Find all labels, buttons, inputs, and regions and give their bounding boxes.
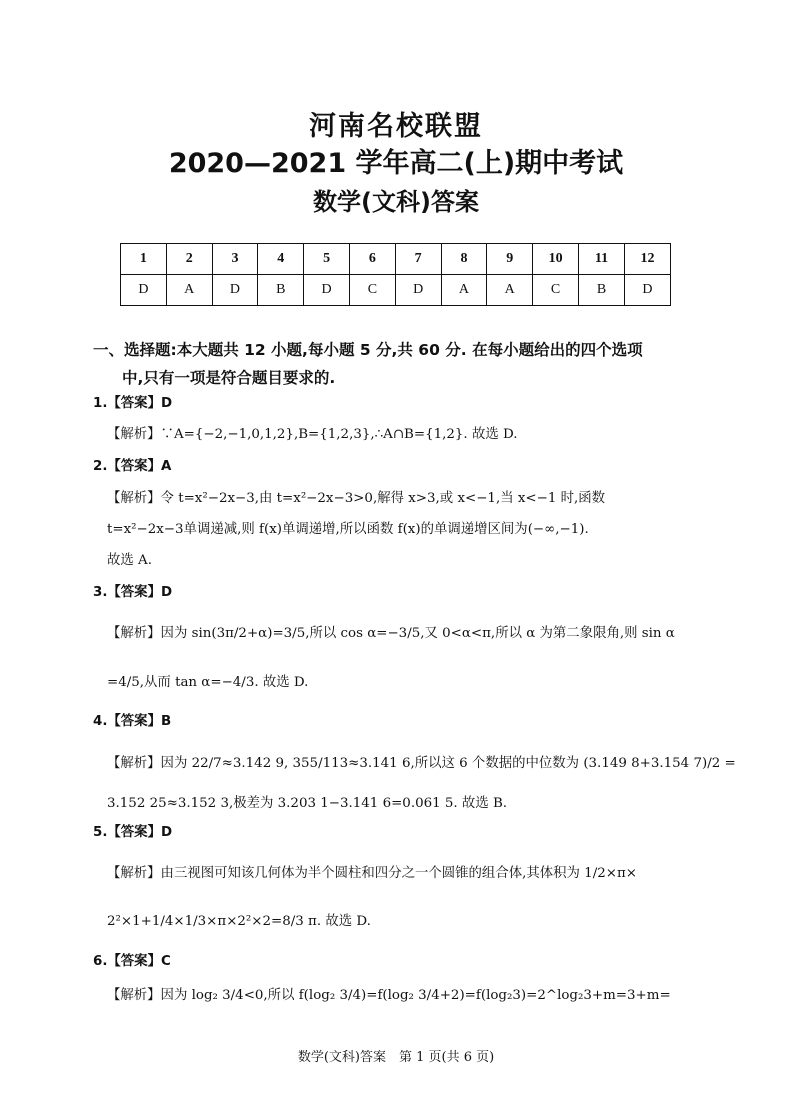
analysis-5-line2: 2²×1+1/4×1/3×π×2²×2=8/3 π. 故选 D. (107, 914, 371, 929)
answer-table (120, 243, 671, 306)
answer-table-number-cell: 2 (166, 244, 212, 275)
answer-table-answer-cell: D (212, 275, 258, 306)
answer-1: 1.【答案】D (93, 396, 173, 411)
answer-table-answer-cell: A (441, 275, 487, 306)
answer-table-number-cell: 4 (258, 244, 304, 275)
answer-table-number-cell: 12 (624, 244, 670, 275)
analysis-4-line1: 【解析】因为 22/7≈3.142 9, 355/113≈3.141 6,所以这 6 个数据的中位数为 (3.149 8+3.154 7)/2 = (107, 756, 736, 771)
answer-table-answer-cell: C (533, 275, 579, 306)
answer-table-number-cell: 11 (579, 244, 625, 275)
answer-3: 3.【答案】D (93, 585, 173, 600)
analysis-2-line1: 【解析】令 t=x²−2x−3,由 t=x²−2x−3>0,解得 x>3,或 x<−1,当 x<−1 时,函数 (107, 491, 606, 506)
answer-table-answer-row (121, 275, 671, 306)
analysis-2-line3: 故选 A. (107, 553, 152, 568)
answer-table-number-cell: 1 (121, 244, 167, 275)
title-exam: 2020—2021 学年高二(上)期中考试 (168, 148, 624, 179)
answer-table-number-cell: 3 (212, 244, 258, 275)
answer-table-number-cell: 5 (304, 244, 350, 275)
section-heading-line2: 中,只有一项是符合题目要求的. (122, 369, 336, 387)
section-heading-line1: 一、选择题:本大题共 12 小题,每小题 5 分,共 60 分. 在每小题给出的四个选项 (93, 341, 643, 359)
title-alliance: 河南名校联盟 (309, 111, 483, 142)
answer-table-number-cell: 10 (533, 244, 579, 275)
analysis-5-line1: 【解析】由三视图可知该几何体为半个圆柱和四分之一个圆锥的组合体,其体积为 1/2×π× (107, 866, 637, 881)
answer-5: 5.【答案】D (93, 825, 173, 840)
answer-2: 2.【答案】A (93, 459, 172, 474)
answer-table-number-cell: 7 (395, 244, 441, 275)
answer-table-number-cell: 9 (487, 244, 533, 275)
answer-table-answer-cell: B (258, 275, 304, 306)
title-subject: 数学(文科)答案 (313, 188, 479, 216)
analysis-6-line1: 【解析】因为 log₂ 3/4<0,所以 f(log₂ 3/4)=f(log₂ 3/4+2)=f(log₂3)=2^log₂3+m=3+m= (107, 988, 671, 1003)
answer-table-answer-cell: B (579, 275, 625, 306)
answer-table-answer-cell: D (304, 275, 350, 306)
analysis-3-line1: 【解析】因为 sin(3π/2+α)=3/5,所以 cos α=−3/5,又 0<α<π,所以 α 为第二象限角,则 sin α (107, 626, 675, 641)
answer-table-answer-cell: D (624, 275, 670, 306)
answer-table-answer-cell: D (121, 275, 167, 306)
answer-table-number-row (121, 244, 671, 275)
answer-4: 4.【答案】B (93, 714, 172, 729)
answer-table-number-cell: 6 (349, 244, 395, 275)
analysis-3-line2: =4/5,从而 tan α=−4/3. 故选 D. (107, 675, 309, 690)
answer-table-answer-cell: C (349, 275, 395, 306)
answer-table-answer-cell: D (395, 275, 441, 306)
analysis-2-line2: t=x²−2x−3单调递减,则 f(x)单调递增,所以函数 f(x)的单调递增区间为(−∞,−1). (107, 522, 589, 537)
page-footer: 数学(文科)答案 第 1 页(共 6 页) (297, 1050, 495, 1065)
answer-table-number-cell: 8 (441, 244, 487, 275)
analysis-1-line1: 【解析】∵A={−2,−1,0,1,2},B={1,2,3},∴A∩B={1,2}. 故选 D. (107, 427, 518, 442)
answer-6: 6.【答案】C (93, 954, 171, 969)
answer-table-answer-cell: A (487, 275, 533, 306)
analysis-4-line2: 3.152 25≈3.152 3,极差为 3.203 1−3.141 6=0.061 5. 故选 B. (107, 796, 508, 811)
answer-table-answer-cell: A (166, 275, 212, 306)
